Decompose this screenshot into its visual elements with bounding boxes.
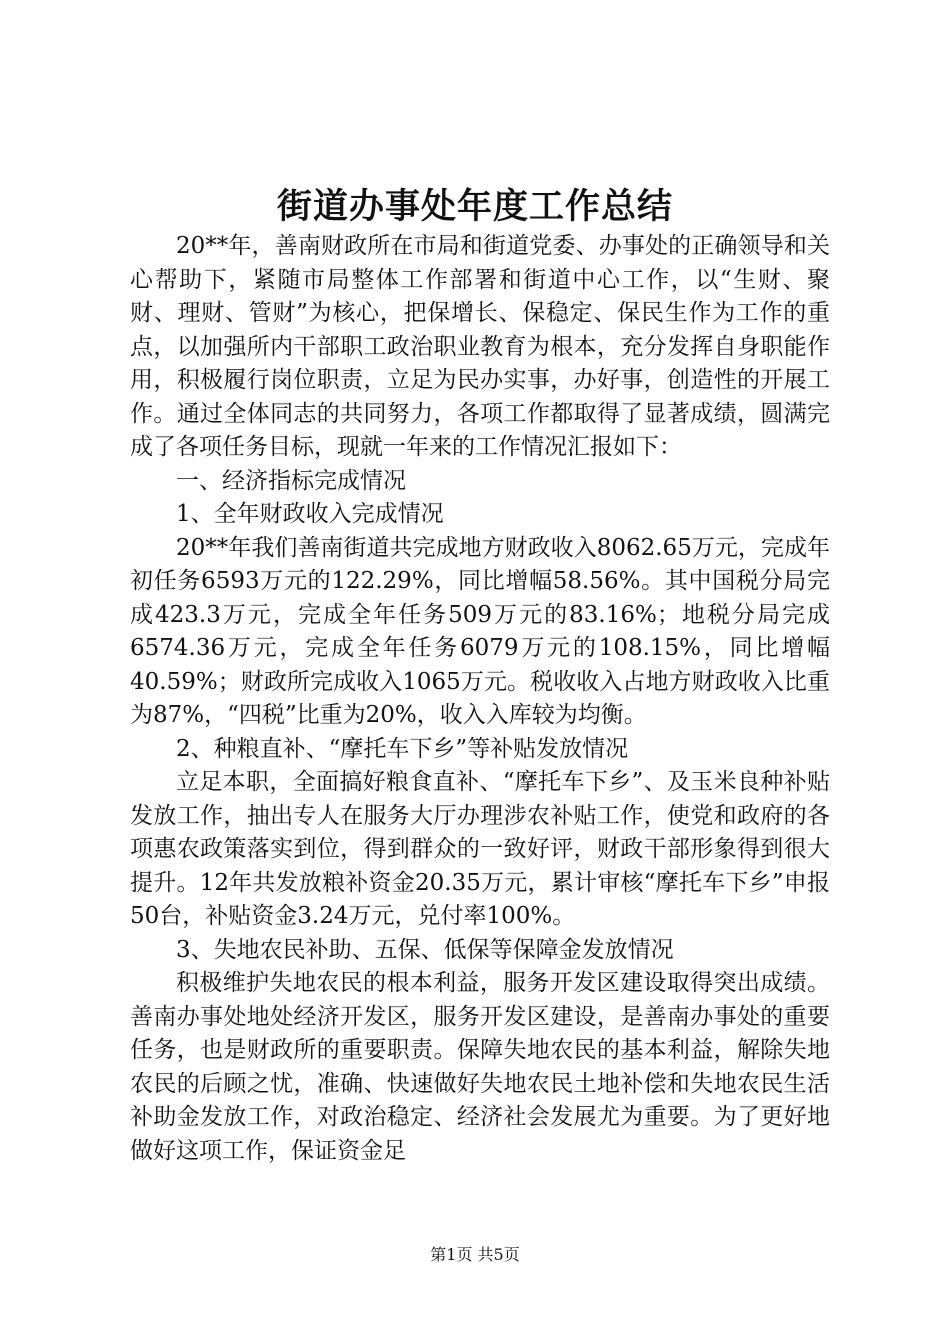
section-heading-economic-indicators: 一、经济指标完成情况 [176,467,406,494]
intro-paragraph: 20**年，善南财政所在市局和街道党委、办事处的正确领导和关心帮助下，紧随市局整体工作部署和街道中心工作，以“生财、聚财、理财、管财”为核心，把保增长、保稳定、保民生作为工作的重点，以加强所内干部职工政治职业教育为根本，充分发挥自身职能作用，积极履行岗位职责，立足为民办实事，办好事，创造性的开展工作。通过全体同志的共同努力，各项工作都取得了显著成绩，圆满完成了各项任务目标，现就一年来的工作情况汇报如下： [130,233,830,460]
subsidies-paragraph: 立足本职，全面搞好粮食直补、“摩托车下乡”、及玉米良种补贴发放工作，抽出专人在服务大厅办理涉农补贴工作，使党和政府的各项惠农政策落实到位，得到群众的一致好评，财政干部形象得到很大提升。12年共发放粮补资金20.35万元，累计审核“摩托车下乡”申报50台，补贴资金3.24万元，兑付率100%。 [130,769,830,929]
subsection-heading-subsidies: 2、种粮直补、“摩托车下乡”等补贴发放情况 [176,735,629,762]
page-footer: 第1页 共5页 [430,1245,520,1264]
document-title: 街道办事处年度工作总结 [276,186,673,227]
subsection-heading-security-funds: 3、失地农民补助、五保、低保等保障金发放情况 [176,936,674,963]
security-funds-paragraph: 积极维护失地农民的根本利益，服务开发区建设取得突出成绩。善南办事处地处经济开发区，服务开发区建设，是善南办事处的重要任务，也是财政所的重要职责。保障失地农民的基本利益，解除失地农民的后顾之忧，准确、快速做好失地农民土地补偿和失地农民生活补助金发放工作，对政治稳定、经济社会发展尤为重要。为了更好地做好这项工作，保证资金足 [130,970,830,1164]
document-body [130,230,830,1168]
fiscal-revenue-paragraph: 20**年我们善南街道共完成地方财政收入8062.65万元，完成年初任务6593万元的122.29%，同比增幅58.56%。其中国税分局完成423.3万元，完成全年任务509万元的83.16%；地税分局完成6574.36万元，完成全年任务6079万元的108.15%，同比增幅40.59%；财政所完成收入1065万元。税收收入占地方财政收入比重为87%，“四税”比重为20%，收入入库较为均衡。 [130,534,830,728]
subsection-heading-fiscal-revenue: 1、全年财政收入完成情况 [176,501,444,527]
